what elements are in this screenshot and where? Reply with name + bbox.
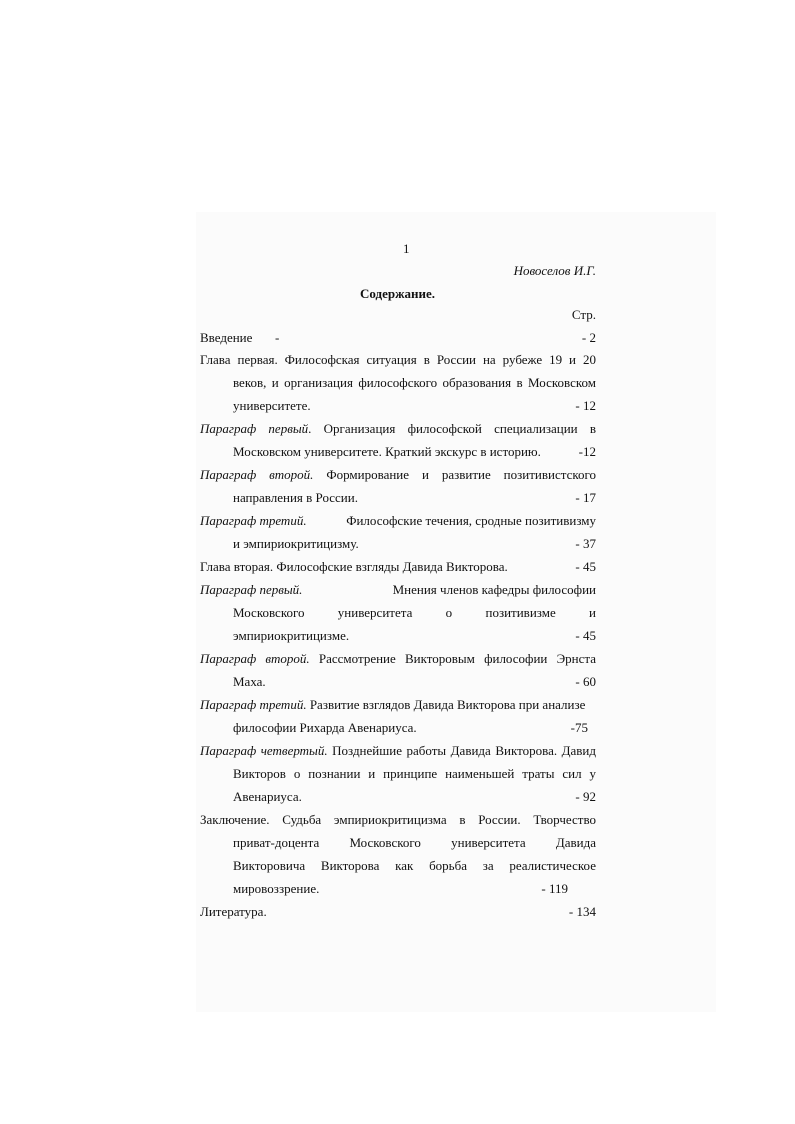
toc-entry-section-2-4 bbox=[200, 743, 596, 759]
toc-entry-text: Развитие взглядов Давида Викторова при анализе bbox=[306, 697, 586, 712]
toc-entry-text: Глава вторая. Философские взгляды Давида Викторова. bbox=[200, 559, 508, 574]
toc-entry-line bbox=[233, 444, 596, 460]
toc-entry-intro bbox=[200, 330, 596, 346]
toc-entry-text: Философские течения, сродные позитивизму bbox=[346, 513, 596, 528]
section-label: Параграф второй. bbox=[200, 467, 314, 482]
toc-entry-text: приват-доцента Московского университета Давида bbox=[233, 835, 596, 850]
toc-entry-section-2-1 bbox=[200, 582, 596, 598]
toc-entry-page: - 45 bbox=[575, 559, 596, 574]
section-label: Параграф третий. bbox=[200, 697, 307, 712]
toc-entry-line bbox=[233, 605, 596, 621]
toc-entry-page: - 17 bbox=[575, 490, 596, 505]
toc-entry-text: университете. bbox=[233, 398, 311, 413]
toc-entry-page: - 12 bbox=[575, 398, 596, 413]
toc-entry-text: мировоззрение. bbox=[233, 881, 320, 896]
toc-entry-line bbox=[233, 490, 596, 506]
toc-entry-page: -75 bbox=[570, 720, 588, 735]
toc-page bbox=[200, 0, 600, 1124]
toc-entry-page: - 92 bbox=[575, 789, 596, 804]
toc-entry-line bbox=[233, 789, 596, 805]
toc-entry-text: Заключение. Судьба эмпириокритицизма в России. Творчество bbox=[200, 812, 596, 827]
toc-entry-line: Глава первая. Философская ситуация в России на рубеже 19 и 20 bbox=[200, 352, 596, 367]
toc-entry-page: - 60 bbox=[575, 674, 596, 689]
page-number: 1 bbox=[403, 241, 410, 256]
toc-entry-text: эмпириокритицизме. bbox=[233, 628, 350, 643]
toc-entry-page: - 45 bbox=[575, 628, 596, 643]
toc-entry-line bbox=[233, 835, 596, 851]
toc-entry-line bbox=[233, 375, 596, 391]
toc-entry-conclusion bbox=[200, 812, 596, 828]
toc-entry-dash: - bbox=[275, 330, 280, 345]
toc-entry-text: Авенариуса. bbox=[233, 789, 302, 804]
toc-entry-line bbox=[233, 881, 596, 897]
toc-entry-text: Московского университета о позитивизме и bbox=[233, 605, 596, 620]
toc-entry-text: Викторов о познании и принципе наименьшей траты сил у bbox=[233, 766, 596, 781]
toc-entry-text: направления в России. bbox=[233, 490, 358, 505]
toc-entry-text: Формирование и развитие позитивистского bbox=[326, 467, 596, 482]
toc-entry-section-1-3 bbox=[200, 513, 596, 529]
toc-entry-page: - 2 bbox=[581, 330, 596, 345]
toc-entry-line bbox=[233, 858, 596, 874]
toc-entry-text: и эмпириокритицизму. bbox=[233, 536, 359, 551]
toc-entry-text: Московском университете. Краткий экскурс в историю. bbox=[233, 444, 541, 459]
section-label: Параграф второй. bbox=[200, 651, 310, 666]
toc-entry-line bbox=[233, 766, 596, 782]
section-label: Параграф первый bbox=[200, 421, 309, 436]
toc-entry-line bbox=[233, 536, 596, 552]
section-label: Параграф первый. bbox=[200, 582, 303, 597]
section-label: Параграф четвертый. bbox=[200, 743, 328, 758]
toc-entry-text: веков, и организация философского образования в Московском bbox=[233, 375, 596, 390]
toc-entry-literature bbox=[200, 904, 596, 920]
section-label: Параграф третий. bbox=[200, 513, 307, 528]
toc-entry-text: Позднейшие работы Давида Викторова. Давид bbox=[327, 743, 597, 758]
toc-entry-chapter-2 bbox=[200, 559, 596, 575]
toc-entry-text: Викторовича Викторова как борьба за реалистическое bbox=[233, 858, 596, 873]
toc-entry-text: . Организация философской специализации в bbox=[308, 421, 596, 436]
toc-entry-text: философии Рихарда Авенариуса. bbox=[233, 720, 417, 735]
pages-column-label: Стр. bbox=[571, 307, 596, 322]
toc-entry-text: Рассмотрение Викторовым философии Эрнста bbox=[309, 651, 596, 666]
toc-entry-line bbox=[233, 674, 596, 690]
toc-entry-label: Литература. bbox=[200, 904, 267, 919]
toc-entry-page: - 134 bbox=[568, 904, 596, 919]
toc-entry-line bbox=[233, 398, 596, 414]
toc-entry-chapter-1 bbox=[200, 352, 596, 368]
toc-entry-line bbox=[233, 628, 596, 644]
toc-entry-section-1-1 bbox=[200, 421, 596, 437]
toc-entry-section-1-2 bbox=[200, 467, 596, 483]
toc-entry-section-2-3 bbox=[200, 697, 596, 713]
toc-title: Содержание. bbox=[360, 286, 436, 301]
toc-entry-section-2-2 bbox=[200, 651, 596, 667]
toc-entry-page: - 119 bbox=[541, 881, 568, 896]
toc-entry-text: Мнения членов кафедры философии bbox=[392, 582, 596, 597]
toc-entry-label: Введение bbox=[200, 330, 253, 345]
toc-entry-page: -12 bbox=[578, 444, 596, 459]
toc-entry-line bbox=[233, 720, 596, 736]
toc-entry-page: - 37 bbox=[575, 536, 596, 551]
author-name: Новоселов И.Г. bbox=[513, 263, 596, 278]
toc-entry-text: Маха. bbox=[233, 674, 266, 689]
